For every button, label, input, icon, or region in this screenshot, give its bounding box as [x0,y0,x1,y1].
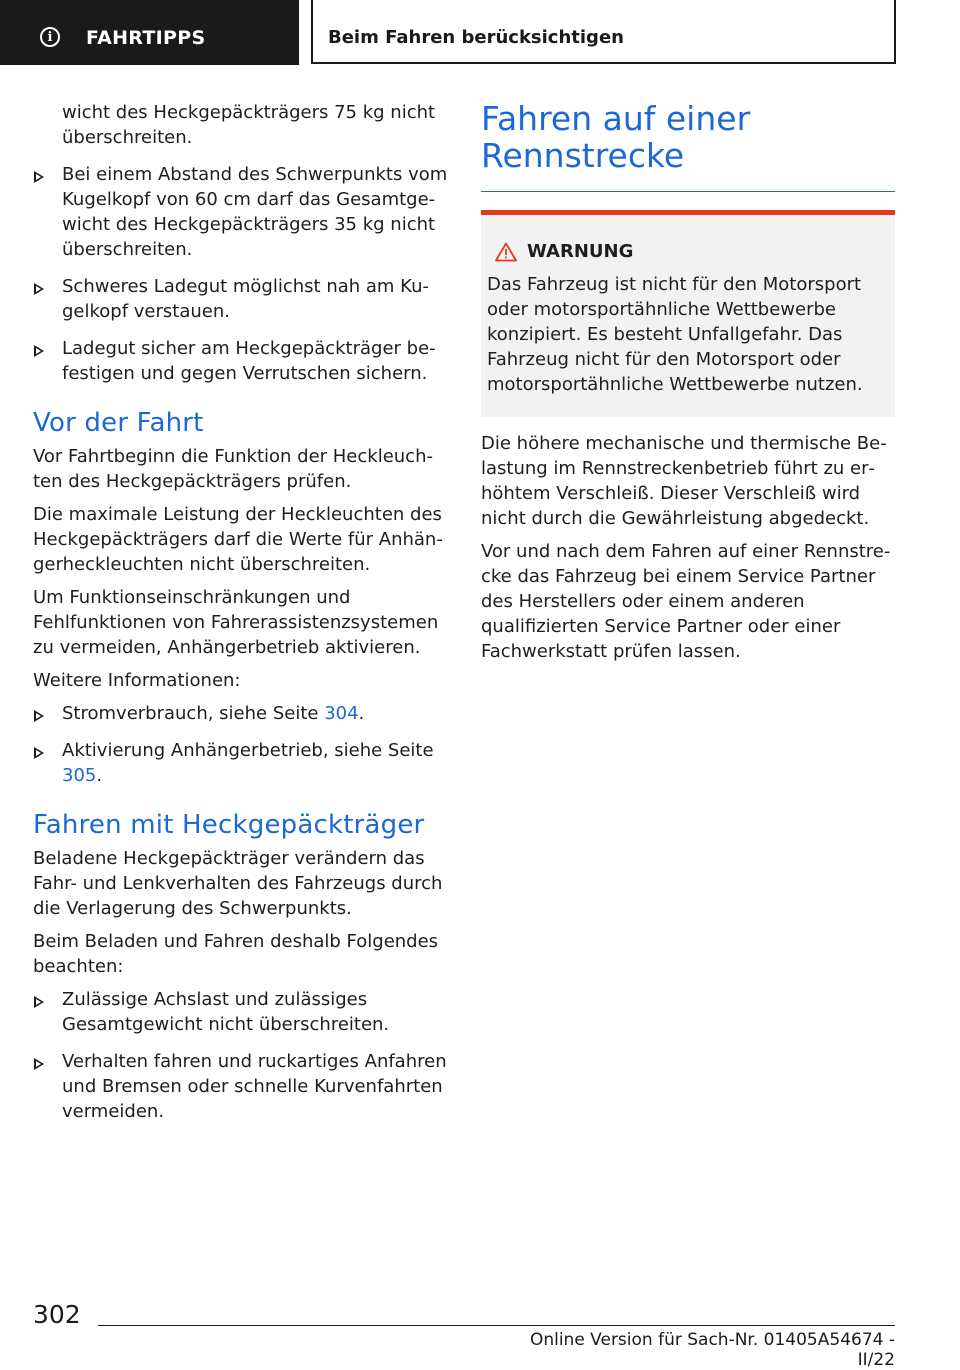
heading-divider [481,191,895,192]
warning-header [487,239,889,264]
page-link-305[interactable]: 305 [62,765,97,786]
triangle-bullet-icon [34,345,44,357]
triangle-bullet-icon [34,747,44,759]
header-section-title: FAHRTIPPS [86,27,206,49]
triangle-bullet-icon [34,283,44,295]
info-icon: i [40,27,60,47]
paragraph: Vor Fahrtbeginn die Funktion der Heckleuchten des Heckgepäckträgers prüfen. [33,446,433,492]
paragraph: Die maximale Leistung der Heckleuchten des Heckgepäckträgers darf die Werte für Anhängerheckleuchten nicht überschreiten. [33,504,443,575]
warning-text: Das Fahrzeug ist nicht für den Motorsport oder motorsportähnliche Wettbewerbe konzipiert. Es besteht Unfallgefahr. Das Fahrzeug nicht für den Motorsport oder motorsportähnliche Wettbewerbe nutzen. [487,274,863,395]
paragraph: Weitere Informationen: [33,670,241,691]
paragraph: Vor und nach dem Fahren auf einer Rennstrecke das Fahrzeug bei einem Service Partner des Herstellers oder einem anderen qualifizierten Service Partner oder einer Fachwerkstatt prüfen lassen. [481,541,891,662]
list-item: Stromverbrauch, siehe Seite 304. [33,701,448,726]
triangle-bullet-icon [34,710,44,722]
header-section-tab [0,0,299,65]
warning-triangle-icon [495,242,517,262]
left-column [33,100,448,1136]
triangle-bullet-icon [34,1058,44,1070]
paragraph: Die höhere mechanische und thermische Belastung im Rennstreckenbetrieb führt zu erhöhtem Verschleiß. Dieser Verschleiß wird nicht durch die Gewährleistung abgedeckt. [481,433,887,529]
bullet-list-driving [33,987,448,1124]
continued-list-item: wicht des Heckgepäckträgers 75 kg nicht überschreiten. [62,102,436,148]
footer-text: Online Version für Sach-Nr. 01405A54674 - II/22 [529,1330,895,1370]
paragraph: Beim Beladen und Fahren deshalb Folgendes beachten: [33,931,439,977]
bullet-list-references [33,701,448,788]
heading-rennstrecke: Fahren auf einer Rennstrecke [481,99,751,175]
triangle-bullet-icon [34,996,44,1008]
right-column [481,100,895,672]
page-link-304[interactable]: 304 [324,703,359,724]
list-item: Aktivierung Anhängerbetrieb, siehe Seite 305. [33,738,448,788]
bullet-list-load [33,162,448,386]
page-number: 302 [33,1300,81,1329]
footer-divider [98,1325,895,1326]
list-item: Verhalten fahren und ruckartiges Anfahren und Bremsen oder schnelle Kurvenfahrten vermeiden. [33,1049,448,1124]
list-item: Bei einem Abstand des Schwerpunkts vom Kugelkopf von 60 cm darf das Gesamtgewicht des Heckgepäckträgers 35 kg nicht überschreiten. [33,162,448,262]
list-item: Ladegut sicher am Heckgepäckträger befestigen und gegen Verrutschen sichern. [33,336,448,386]
heading-vor-der-fahrt: Vor der Fahrt [33,408,204,438]
warning-box [481,210,895,417]
warning-title: WARNUNG [527,241,634,262]
triangle-bullet-icon [34,171,44,183]
list-item: Schweres Ladegut möglichst nah am Kugelkopf verstauen. [33,274,448,324]
paragraph: Um Funktionseinschränkungen und Fehlfunktionen von Fahrerassistenzsystemen zu vermeiden, Anhängerbetrieb aktivieren. [33,587,439,658]
header-chapter-box [311,0,896,64]
header-chapter-title: Beim Fahren berücksichtigen [328,27,624,48]
heading-fahren-mit-heckgepaecktraeger: Fahren mit Heckgepäckträger [33,810,425,840]
list-item: Zulässige Achslast und zulässiges Gesamtgewicht nicht überschreiten. [33,987,448,1037]
paragraph: Beladene Heckgepäckträger verändern das Fahr- und Lenkverhalten des Fahrzeugs durch die Verlagerung des Schwerpunkts. [33,848,443,919]
